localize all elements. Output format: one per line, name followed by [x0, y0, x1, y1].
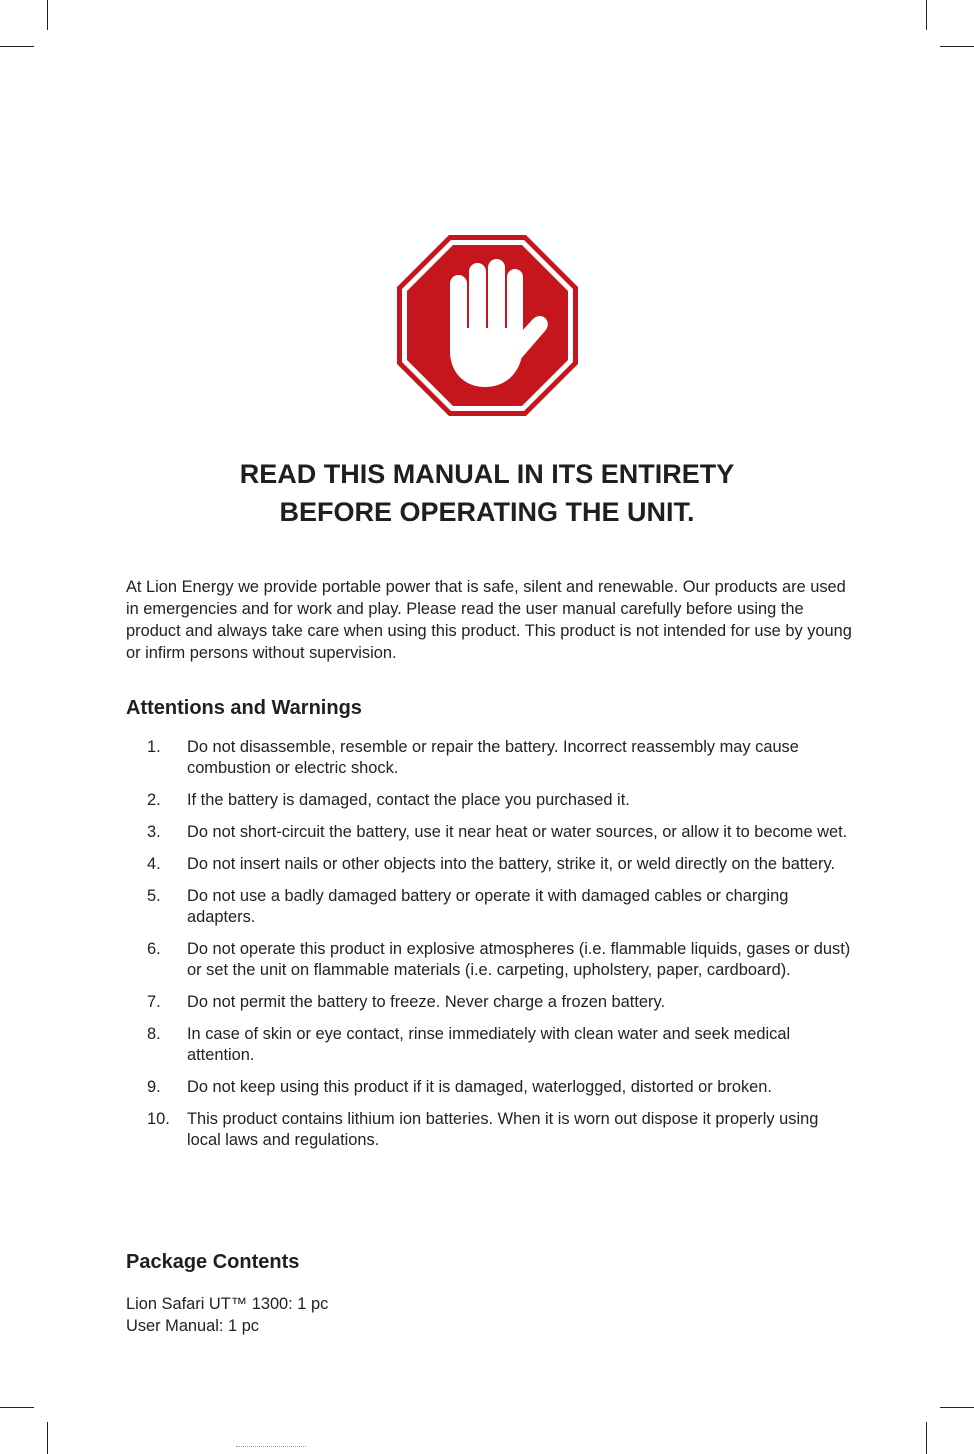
package-contents [126, 1293, 328, 1337]
list-item: 1. Do not disassemble, resemble or repair the battery. Incorrect reassembly may cause combustion or electric shock. [147, 738, 799, 777]
headline-line-1: READ THIS MANUAL IN ITS ENTIRETY [239, 459, 735, 489]
crop-mark [926, 0, 927, 30]
footer-divider [236, 1446, 306, 1451]
headline [0, 455, 974, 531]
list-item: 7. Do not permit the battery to freeze. Never charge a frozen battery. [147, 993, 665, 1011]
package-item: Lion Safari UT™ 1300: 1 pc [126, 1295, 329, 1313]
package-item: User Manual: 1 pc [126, 1317, 260, 1335]
crop-mark [926, 1422, 927, 1454]
headline-line-2: BEFORE OPERATING THE UNIT. [279, 497, 695, 527]
list-item: 3. Do not short-circuit the battery, use it near heat or water sources, or allow it to become wet. [147, 823, 848, 841]
warnings-title: Attentions and Warnings [126, 697, 362, 719]
list-item: 6. Do not operate this product in explosive atmospheres (i.e. flammable liquids, gases or dust) or set the unit on flammable materials (i.e. carpeting, upholstery, paper, cardboard). [147, 940, 851, 979]
list-item: 9. Do not keep using this product if it is damaged, waterlogged, distorted or broken. [147, 1078, 772, 1096]
crop-mark [0, 46, 34, 47]
crop-mark [47, 0, 48, 30]
list-item: 10. This product contains lithium ion batteries. When it is worn out dispose it properly using local laws and regulations. [147, 1110, 819, 1149]
intro-paragraph: At Lion Energy we provide portable power that is safe, silent and renewable. Our products are used in emergencies and for work and play. Please read the user manual carefully before using the product and always take care when using this product. This product is not intended for use by young or infirm persons without supervision. [126, 578, 852, 662]
package-title: Package Contents [126, 1251, 300, 1273]
crop-mark [940, 1407, 974, 1408]
stop-hand-icon [395, 233, 580, 418]
list-item: 5. Do not use a badly damaged battery or operate it with damaged cables or charging adapters. [147, 887, 789, 926]
list-item: 4. Do not insert nails or other objects into the battery, strike it, or weld directly on the battery. [147, 855, 836, 873]
crop-mark [0, 1407, 34, 1408]
crop-mark [940, 46, 974, 47]
list-item: 2. If the battery is damaged, contact the place you purchased it. [147, 791, 630, 809]
list-item: 8. In case of skin or eye contact, rinse immediately with clean water and seek medical attention. [147, 1025, 791, 1064]
warnings-list [126, 737, 856, 1162]
crop-mark [47, 1422, 48, 1454]
